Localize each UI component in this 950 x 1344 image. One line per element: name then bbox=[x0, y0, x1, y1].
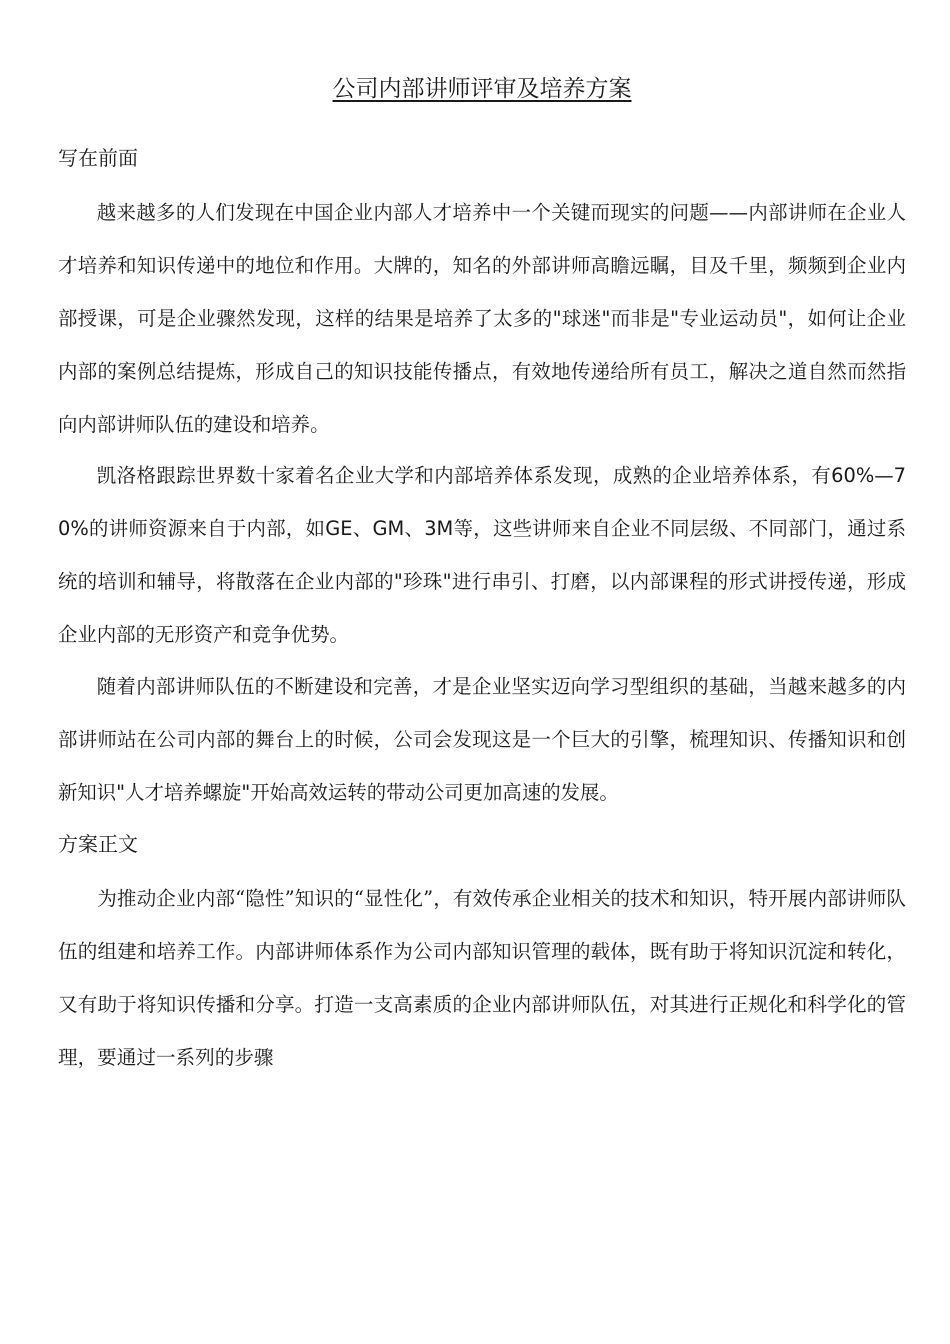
document-title: 公司内部讲师评审及培养方案 bbox=[332, 76, 632, 102]
paragraph-preface-2: 凯洛格跟踪世界数十家着名企业大学和内部培养体系发现，成熟的企业培养体系，有60%—70%的讲师资源来自于内部，如GE、GM、3M等，这些讲师来自企业不同层级、不同部门，通过系统的培训和辅导，将散落在企业内部的"珍珠"进行串引、打磨，以内部课程的形式讲授传递，形成企业内部的无形资产和竞争优势。 bbox=[58, 464, 906, 646]
paragraph-preface-3: 随着内部讲师队伍的不断建设和完善，才是企业坚实迈向学习型组织的基础，当越来越多的内部讲师站在公司内部的舞台上的时候，公司会发现这是一个巨大的引擎，梳理知识、传播知识和创新知识"人才培养螺旋"开始高效运转的带动公司更加高速的发展。 bbox=[58, 675, 906, 804]
paragraph-main-1: 为推动企业内部“隐性”知识的“显性化”，有效传承企业相关的技术和知识，特开展内部讲师队伍的组建和培养工作。内部讲师体系作为公司内部知识管理的载体，既有助于将知识沉淀和转化，又有助于将知识传播和分享。打造一支高素质的企业内部讲师队伍，对其进行正规化和科学化的管理，要通过一系列的步骤 bbox=[58, 887, 906, 1069]
section-heading-preface: 写在前面 bbox=[58, 146, 138, 170]
section-heading-main: 方案正文 bbox=[58, 832, 138, 856]
paragraph-preface-1: 越来越多的人们发现在中国企业内部人才培养中一个关键而现实的问题——内部讲师在企业人才培养和知识传递中的地位和作用。大牌的，知名的外部讲师高瞻远瞩，目及千里，频频到企业内部授课，可是企业骤然发现，这样的结果是培养了太多的"球迷"而非是"专业运动员"，如何让企业内部的案例总结提炼，形成自己的知识技能传播点，有效地传递给所有员工，解决之道自然而然指向内部讲师队伍的建设和培养。 bbox=[58, 201, 906, 436]
